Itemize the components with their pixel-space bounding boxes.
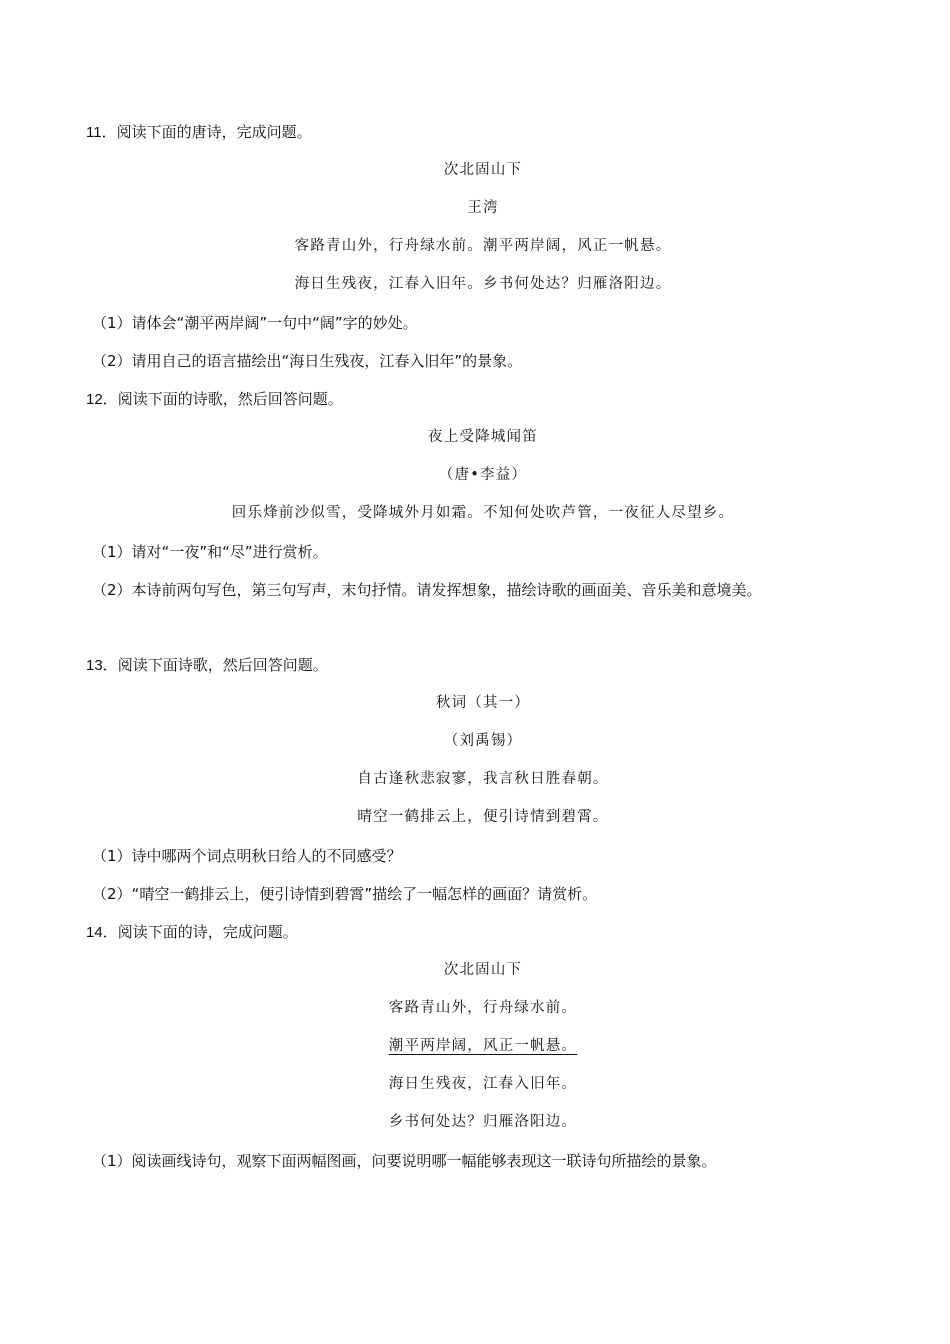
question-number: 12． bbox=[86, 391, 118, 408]
question-14-heading bbox=[0, 920, 950, 944]
poem-title: 次北固山下 bbox=[443, 162, 523, 178]
sub-question: （1）请对“一夜”和“尽”进行赏析。 bbox=[92, 543, 328, 561]
poem-line: 晴空一鹤排云上，便引诗情到碧霄。 bbox=[357, 809, 609, 825]
poem-author: （刘禹锡） bbox=[443, 733, 523, 749]
sub-question: （2）请用自己的语言描绘出“海日生残夜，江春入旧年”的景象。 bbox=[92, 352, 523, 370]
poem-title: 秋词（其一） bbox=[435, 695, 531, 711]
poem-line: 自古逢秋悲寂寥，我言秋日胜春朝。 bbox=[357, 771, 609, 787]
question-prompt: 阅读下面的诗，完成问题。 bbox=[117, 923, 298, 941]
sub-question: （1）诗中哪两个词点明秋日给人的不同感受？ bbox=[92, 847, 402, 865]
poem-author: 王湾 bbox=[467, 200, 499, 216]
poem-title: 夜上受降城闻笛 bbox=[428, 429, 538, 445]
poem-line: 海日生残夜，江春入旧年。 bbox=[388, 1076, 578, 1092]
question-12-heading bbox=[0, 387, 950, 411]
question-13-heading bbox=[0, 653, 950, 677]
question-number: 14． bbox=[86, 924, 118, 941]
poem-line: 客路青山外，行舟绿水前。 bbox=[388, 1000, 578, 1016]
poem-line: 回乐烽前沙似雪，受降城外月如霜。不知何处吹芦管，一夜征人尽望乡。 bbox=[231, 505, 735, 521]
poem-title: 次北固山下 bbox=[443, 962, 523, 978]
poem-line-underlined bbox=[0, 1034, 950, 1058]
sub-question: （1）阅读画线诗句，观察下面两幅图画，问要说明哪一幅能够表现这一联诗句所描绘的景象。 bbox=[92, 1152, 717, 1170]
poem-line: 客路青山外，行舟绿水前。潮平两岸阔，风正一帆悬。 bbox=[294, 238, 672, 254]
question-prompt: 阅读下面诗歌，然后回答问题。 bbox=[117, 656, 328, 674]
underlined-text: 潮平两岸阔，风正一帆悬。 bbox=[388, 1038, 578, 1054]
poem-line: 海日生残夜，江春入旧年。乡书何处达？归雁洛阳边。 bbox=[294, 276, 672, 292]
poem-line: 乡书何处达？归雁洛阳边。 bbox=[388, 1114, 578, 1130]
question-prompt: 阅读下面的诗歌，然后回答问题。 bbox=[117, 390, 343, 408]
question-number: 13． bbox=[86, 657, 118, 674]
question-prompt: 阅读下面的唐诗，完成问题。 bbox=[116, 123, 312, 141]
sub-question: （1）请体会“潮平两岸阔”一句中“阔”字的妙处。 bbox=[92, 314, 418, 332]
poem-author: （唐•李益） bbox=[438, 467, 528, 483]
question-11-heading bbox=[0, 120, 950, 144]
question-number: 11． bbox=[86, 124, 117, 141]
sub-question: （2）本诗前两句写色，第三句写声，末句抒情。请发挥想象，描绘诗歌的画面美、音乐美和意境美。 bbox=[92, 581, 762, 599]
sub-question: （2）“晴空一鹤排云上，便引诗情到碧霄”描绘了一幅怎样的画面？请赏析。 bbox=[92, 885, 598, 903]
